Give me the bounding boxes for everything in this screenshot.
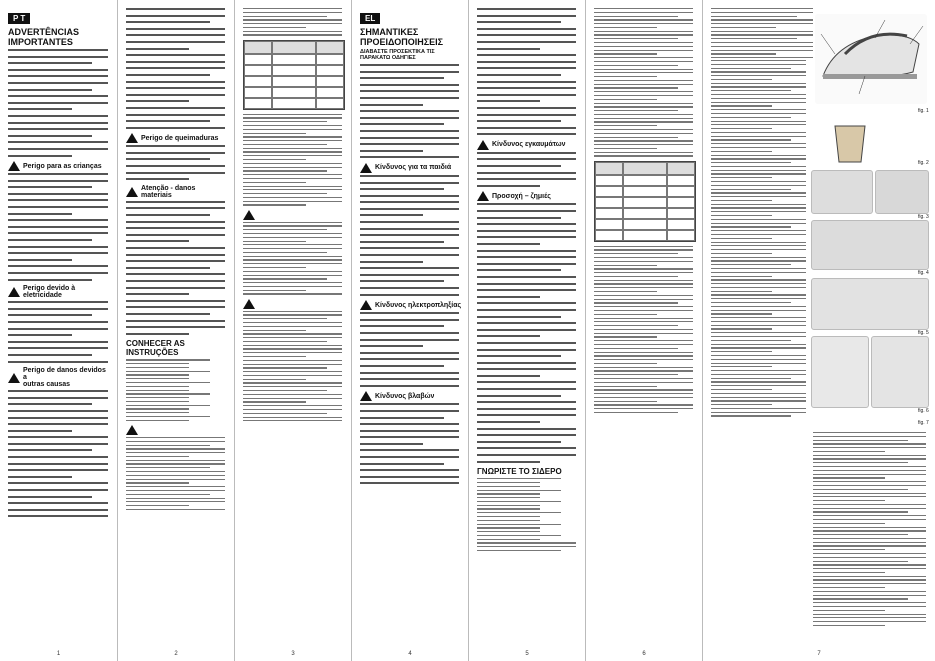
- warning-burns: Κίνδυνος εγκαυμάτων: [477, 140, 579, 150]
- warning-children: Perigo para as crianças: [8, 161, 111, 171]
- fabric-table: [594, 161, 696, 242]
- warning-icon: [126, 187, 138, 197]
- figure-photo: [875, 170, 929, 214]
- parts-list: [126, 359, 228, 421]
- page-4: [351, 0, 468, 661]
- body-text: [126, 145, 228, 180]
- warning-icon: [8, 373, 20, 383]
- body-text: [360, 403, 462, 484]
- warning-other: Perigo de danos devidos a outras causas: [8, 367, 111, 388]
- body-text: [8, 173, 111, 281]
- warning-note: [243, 210, 345, 220]
- figure-label: fig. 1: [918, 108, 929, 114]
- language-tag: EL: [360, 13, 380, 24]
- figure-label: fig. 6: [918, 408, 929, 414]
- iron-body: [823, 35, 919, 77]
- language-tag: P T: [8, 13, 30, 24]
- body-text: [243, 8, 345, 36]
- warning-electricity: Perigo devido à eletricidade: [8, 285, 111, 299]
- warning-note: [126, 425, 228, 435]
- figure-label: fig. 7: [918, 420, 929, 426]
- warning-icon: [8, 161, 20, 171]
- figure-photo: [871, 336, 929, 408]
- warning-children: Κίνδυνος για τα παιδιά: [360, 163, 462, 173]
- page-1: [0, 0, 117, 661]
- body-text: [477, 152, 579, 187]
- body-text: [360, 64, 462, 158]
- page-number: 3: [291, 651, 295, 657]
- warning-damage: Atenção - danos materiais: [126, 185, 228, 199]
- page-number: 2: [174, 651, 178, 657]
- warning-icon: [8, 287, 20, 297]
- page-number: 7: [817, 651, 821, 657]
- page-2: [117, 0, 234, 661]
- warning-icon: [243, 299, 255, 309]
- fabric-table: [243, 40, 345, 110]
- figure-label: fig. 5: [918, 330, 929, 336]
- figure-label: fig. 2: [918, 160, 929, 166]
- section-heading: ΓΝΩΡΙΣΤΕ ΤΟ ΣΙΔΕΡΟ: [477, 467, 562, 477]
- page-3: [234, 0, 351, 661]
- body-text: [813, 432, 929, 629]
- figure-label: fig. 4: [918, 270, 929, 276]
- page-number: 4: [408, 651, 412, 657]
- warning-icon: [360, 391, 372, 401]
- section-title: ADVERTÊNCIAS IMPORTANTES: [8, 27, 80, 47]
- body-text: [360, 175, 462, 296]
- body-text: [243, 311, 345, 422]
- warning-icon: [126, 133, 138, 143]
- iron-soleplate: [823, 74, 917, 79]
- page-5: [468, 0, 585, 661]
- body-text: [360, 312, 462, 387]
- figure-photo: [811, 220, 929, 270]
- body-text: [477, 8, 579, 135]
- section-title: ΣΗΜΑΝΤΙΚΕΣ ΠΡΟΕΙΔΟΠΟΙΗΣΕΙΣ: [360, 27, 444, 47]
- body-text: [8, 301, 111, 362]
- body-text: [243, 114, 345, 206]
- parts-list: [477, 478, 579, 551]
- figure-label: fig. 3: [918, 214, 929, 220]
- body-text: [711, 60, 809, 419]
- body-text: [126, 8, 228, 129]
- figure-photo: [811, 170, 873, 214]
- warning-icon: [126, 425, 138, 435]
- warning-icon: [360, 300, 372, 310]
- warning-other: Κίνδυνος βλαβών: [360, 391, 462, 401]
- section-heading: CONHECER AS INSTRUÇÕES: [126, 339, 185, 358]
- body-text: [594, 8, 696, 157]
- warning-icon: [243, 210, 255, 220]
- figure-photo: [811, 336, 869, 408]
- figure-photo: [811, 278, 929, 330]
- page-7: [702, 0, 935, 661]
- warning-icon: [477, 191, 489, 201]
- warning-icon: [477, 140, 489, 150]
- page-number: 5: [525, 651, 529, 657]
- cup-shape: [835, 126, 865, 162]
- figure-1-iron-diagram: [815, 14, 927, 104]
- warning-electricity: Κίνδυνος ηλεκτροπληξίας: [360, 300, 462, 310]
- body-text: [126, 201, 228, 335]
- body-text: [8, 49, 111, 157]
- body-text: [594, 246, 696, 414]
- warning-note: [243, 299, 345, 309]
- figure-2-cup: [815, 116, 885, 166]
- warning-burns: Perigo de queimaduras: [126, 133, 228, 143]
- body-text: [243, 222, 345, 295]
- warning-damage: Προσοχή – ζημιές: [477, 191, 579, 201]
- page-number: 1: [56, 651, 61, 657]
- page-number: 6: [642, 651, 646, 657]
- page-6: [585, 0, 702, 661]
- warning-icon: [360, 163, 372, 173]
- body-text: [711, 8, 816, 58]
- intro-text: ΔΙΑΒΑΣΤΕ ΠΡΟΣΕΚΤΙΚΑ ΤΙΣ ΠΑΡΑΚΑΤΩ ΟΔΗΓΙΕΣ: [360, 49, 435, 61]
- body-text: [477, 203, 579, 462]
- body-text: [126, 437, 228, 510]
- body-text: [8, 390, 111, 517]
